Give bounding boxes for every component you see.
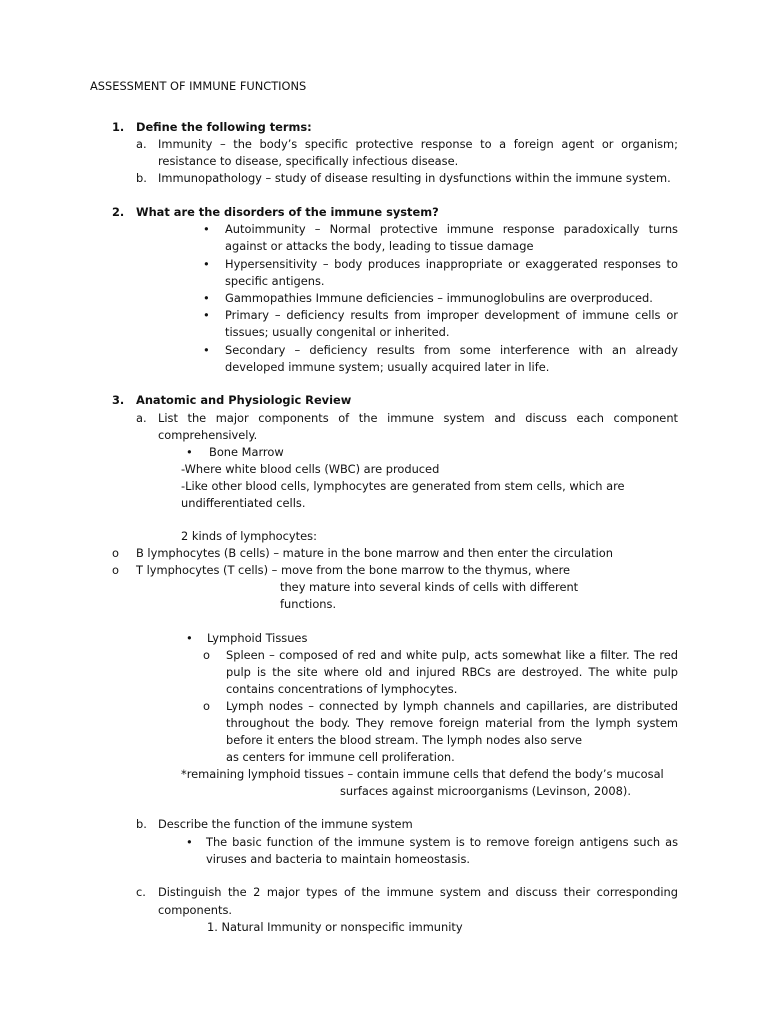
bullet-icon: •: [203, 291, 210, 305]
document-title: ASSESSMENT OF IMMUNE FUNCTIONS: [90, 79, 307, 93]
q2-bullet-3-line1: Gammopathies Immune deficiencies – immunoglobulins are overproduced.: [225, 291, 653, 305]
q2-bullet-1-line2: against or attacks the body, leading to tissue damage: [225, 239, 534, 253]
t-cells-line1: T lymphocytes (T cells) – move from the bone marrow to the thymus, where: [136, 563, 571, 577]
q1-a-line2: resistance to disease, specifically infectious disease.: [158, 154, 459, 168]
circle-bullet-icon: o: [203, 699, 210, 713]
circle-bullet-icon: o: [112, 546, 119, 560]
q3-b-heading: Describe the function of the immune system: [158, 817, 413, 831]
bullet-icon: •: [203, 222, 210, 236]
t-cells-line3: functions.: [280, 597, 337, 611]
q3-a-line1: List the major components of the immune system and discuss each component: [158, 411, 678, 425]
q1-b-line1: Immunopathology – study of disease resulting in dysfunctions within the immune system.: [158, 171, 671, 185]
bullet-icon: •: [203, 257, 210, 271]
nodes-line4: as centers for immune cell proliferation.: [226, 750, 455, 764]
spleen-line2: pulp is the site where old and injured RBCs are destroyed. The white pulp: [226, 665, 678, 679]
bone-marrow-line2: -Like other blood cells, lymphocytes are generated from stem cells, which are: [181, 479, 625, 493]
bullet-icon: •: [203, 343, 210, 357]
nodes-line2: throughout the body. They remove foreign material from the lymph system: [226, 716, 678, 730]
q3-number: 3.: [112, 393, 125, 407]
q3-c-line1: Distinguish the 2 major types of the immune system and discuss their corresponding: [158, 885, 678, 899]
q2-bullet-5-line2: developed immune system; usually acquired later in life.: [225, 360, 550, 374]
circle-bullet-icon: o: [112, 563, 119, 577]
q2-heading: What are the disorders of the immune system?: [136, 205, 439, 219]
q1-b-label: b.: [136, 171, 147, 185]
bullet-icon: •: [186, 835, 193, 849]
q3-b-line1: The basic function of the immune system is to remove foreign antigens such as: [206, 835, 678, 849]
spleen-line3: contains concentrations of lymphocytes.: [226, 682, 458, 696]
q2-bullet-2-line1: Hypersensitivity – body produces inappropriate or exaggerated responses to: [225, 257, 678, 271]
q3-a-line2: comprehensively.: [158, 428, 258, 442]
q3-heading: Anatomic and Physiologic Review: [136, 393, 352, 407]
remaining-line1: *remaining lymphoid tissues – contain immune cells that defend the body’s mucosal: [181, 767, 664, 781]
q3-c-item1: 1. Natural Immunity or nonspecific immunity: [207, 920, 463, 934]
q2-bullet-2-line2: specific antigens.: [225, 274, 325, 288]
lymphoid-title: Lymphoid Tissues: [207, 631, 308, 645]
q1-a-label: a.: [136, 137, 147, 151]
q2-bullet-1-line1: Autoimmunity – Normal protective immune response paradoxically turns: [225, 222, 678, 236]
circle-bullet-icon: o: [203, 648, 210, 662]
t-cells-line2: they mature into several kinds of cells with different: [280, 580, 579, 594]
remaining-line2: surfaces against microorganisms (Levinson, 2008).: [340, 784, 631, 798]
q3-b-label: b.: [136, 817, 147, 831]
bone-marrow-line1: -Where white blood cells (WBC) are produced: [181, 462, 440, 476]
q3-c-line2: components.: [158, 903, 232, 917]
bullet-icon: •: [186, 445, 193, 459]
q3-a-label: a.: [136, 411, 147, 425]
q3-b-line2: viruses and bacteria to maintain homeostasis.: [206, 852, 471, 866]
lymphocytes-heading: 2 kinds of lymphocytes:: [181, 529, 317, 543]
bone-marrow-title: Bone Marrow: [209, 445, 284, 459]
q2-number: 2.: [112, 205, 125, 219]
bullet-icon: •: [203, 308, 210, 322]
q2-bullet-4-line1: Primary – deficiency results from improper development of immune cells or: [225, 308, 678, 322]
q1-heading: Define the following terms:: [136, 120, 312, 134]
bullet-icon: •: [186, 631, 193, 645]
q1-a-line1: Immunity – the body’s specific protective response to a foreign agent or organism;: [158, 137, 678, 151]
nodes-line3: before it enters the blood stream. The lymph nodes also serve: [226, 733, 583, 747]
spleen-line1: Spleen – composed of red and white pulp, acts somewhat like a filter. The red: [226, 648, 678, 662]
q1-number: 1.: [112, 120, 125, 134]
b-cells-line: B lymphocytes (B cells) – mature in the bone marrow and then enter the circulation: [136, 546, 613, 560]
q3-c-label: c.: [136, 885, 146, 899]
q2-bullet-5-line1: Secondary – deficiency results from some interference with an already: [225, 343, 678, 357]
nodes-line1: Lymph nodes – connected by lymph channels and capillaries, are distributed: [226, 699, 678, 713]
bone-marrow-line3: undifferentiated cells.: [181, 496, 306, 510]
q2-bullet-4-line2: tissues; usually congenital or inherited.: [225, 325, 450, 339]
